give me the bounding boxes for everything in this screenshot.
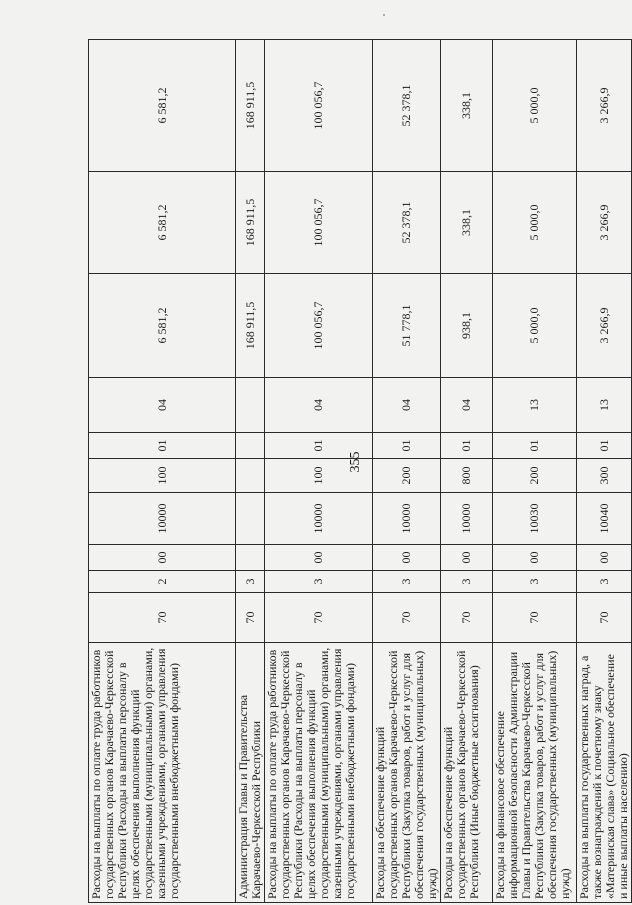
code-vr: 100 [265, 459, 373, 493]
code-subsection: 13 [493, 378, 577, 433]
amount-year2: 52 378,1 [373, 172, 441, 274]
code-subprogram: 3 [577, 571, 632, 593]
amount-year1: 100 056,7 [265, 274, 373, 378]
amount-year3: 338,1 [441, 40, 493, 172]
code-subprogram: 2 [89, 571, 236, 593]
row-description: Расходы на обеспечение функций государственных органов Карачаево-Черкесской Республики (Закупка товаров, работ и услуг для обеспечения государственных (муниципальных) нужд) [373, 643, 441, 903]
table-row [265, 40, 373, 903]
row-description: Расходы на финансовое обеспечение информационной безопасности Администрации Главы и Правительства Карачаево-Черкесской Республики (Закупка товаров, работ и услуг для обеспечения государственных (муниципальных) нужд) [493, 643, 577, 903]
code-subprogram: 3 [265, 571, 373, 593]
code-direction: 00 [89, 545, 236, 571]
code-subprogram: 3 [441, 571, 493, 593]
code-direction [236, 545, 265, 571]
code-expense-type: 10000 [441, 493, 493, 545]
row-description: Администрация Главы и Правительства Карачаево-Черкесской Республики [236, 643, 265, 903]
code-subsection: 04 [89, 378, 236, 433]
code-vr: 300 [577, 459, 632, 493]
table-row [236, 40, 265, 903]
table-row [373, 40, 441, 903]
amount-year3: 100 056,7 [265, 40, 373, 172]
code-subsection: 04 [373, 378, 441, 433]
code-vr: 200 [373, 459, 441, 493]
code-direction: 00 [493, 545, 577, 571]
code-section: 01 [493, 433, 577, 459]
code-expense-type: 10000 [265, 493, 373, 545]
amount-year2: 3 266,9 [577, 172, 632, 274]
code-ministry: 70 [373, 593, 441, 643]
page-number: 355 [348, 451, 363, 473]
table-row [493, 40, 577, 903]
code-direction: 00 [265, 545, 373, 571]
code-expense-type: 10000 [373, 493, 441, 545]
row-description: Расходы на выплаты государственных наград, а также вознаграждений к почетному знаку «Материнская слава» (Социальное обеспечение и иные выплаты населению) [577, 643, 632, 903]
amount-year2: 6 581,2 [89, 172, 236, 274]
code-subprogram: 3 [236, 571, 265, 593]
code-vr: 100 [89, 459, 236, 493]
code-subsection: 13 [577, 378, 632, 433]
code-expense-type: 10030 [493, 493, 577, 545]
code-ministry: 70 [89, 593, 236, 643]
code-subsection: 04 [441, 378, 493, 433]
budget-table-container [88, 40, 630, 903]
row-description: Расходы на обеспечение функций государственных органов Карачаево-Черкесской Республики (Иные бюджетные ассигнования) [441, 643, 493, 903]
amount-year3: 5 000,0 [493, 40, 577, 172]
code-subsection [236, 378, 265, 433]
amount-year2: 5 000,0 [493, 172, 577, 274]
code-section [236, 433, 265, 459]
code-direction: 00 [441, 545, 493, 571]
code-section: 01 [441, 433, 493, 459]
code-ministry: 70 [265, 593, 373, 643]
amount-year3: 52 378,1 [373, 40, 441, 172]
amount-year3: 168 911,5 [236, 40, 265, 172]
code-section: 01 [89, 433, 236, 459]
code-ministry: 70 [441, 593, 493, 643]
amount-year1: 938,1 [441, 274, 493, 378]
code-direction: 00 [373, 545, 441, 571]
table-row [441, 40, 493, 903]
code-expense-type: 10040 [577, 493, 632, 545]
code-vr [236, 459, 265, 493]
row-description: Расходы на выплаты по оплате труда работников государственных органов Карачаево-Черкесской Республики (Расходы на выплаты персоналу в целях обеспечения выполнения функций государственными (муниципальными) органами, казенными учреждениями, органами управления государственными внебюджетными фондами) [89, 643, 236, 903]
code-section: 01 [373, 433, 441, 459]
code-subsection: 04 [265, 378, 373, 433]
code-ministry: 70 [493, 593, 577, 643]
amount-year1: 6 581,2 [89, 274, 236, 378]
code-subprogram: 3 [373, 571, 441, 593]
row-description: Расходы на выплаты по оплате труда работников государственных органов Карачаево-Черкесской Республики (Расходы на выплаты персоналу в целях обеспечения выполнения функций государственными (муниципальными) органами, казенными учреждениями, органами управления государственными внебюджетными фондами) [265, 643, 373, 903]
code-section: 01 [265, 433, 373, 459]
amount-year1: 168 911,5 [236, 274, 265, 378]
code-ministry: 70 [236, 593, 265, 643]
amount-year1: 5 000,0 [493, 274, 577, 378]
table-row [89, 40, 236, 903]
amount-year2: 338,1 [441, 172, 493, 274]
code-direction: 00 [577, 545, 632, 571]
code-expense-type [236, 493, 265, 545]
code-expense-type: 10000 [89, 493, 236, 545]
code-ministry: 70 [577, 593, 632, 643]
amount-year1: 51 778,1 [373, 274, 441, 378]
amount-year2: 168 911,5 [236, 172, 265, 274]
amount-year3: 3 266,9 [577, 40, 632, 172]
amount-year1: 3 266,9 [577, 274, 632, 378]
table-row [577, 40, 632, 903]
code-vr: 800 [441, 459, 493, 493]
budget-table [88, 39, 632, 903]
amount-year3: 6 581,2 [89, 40, 236, 172]
code-subprogram: 3 [493, 571, 577, 593]
amount-year2: 100 056,7 [265, 172, 373, 274]
scan-speck [383, 14, 385, 16]
code-section: 01 [577, 433, 632, 459]
code-vr: 200 [493, 459, 577, 493]
